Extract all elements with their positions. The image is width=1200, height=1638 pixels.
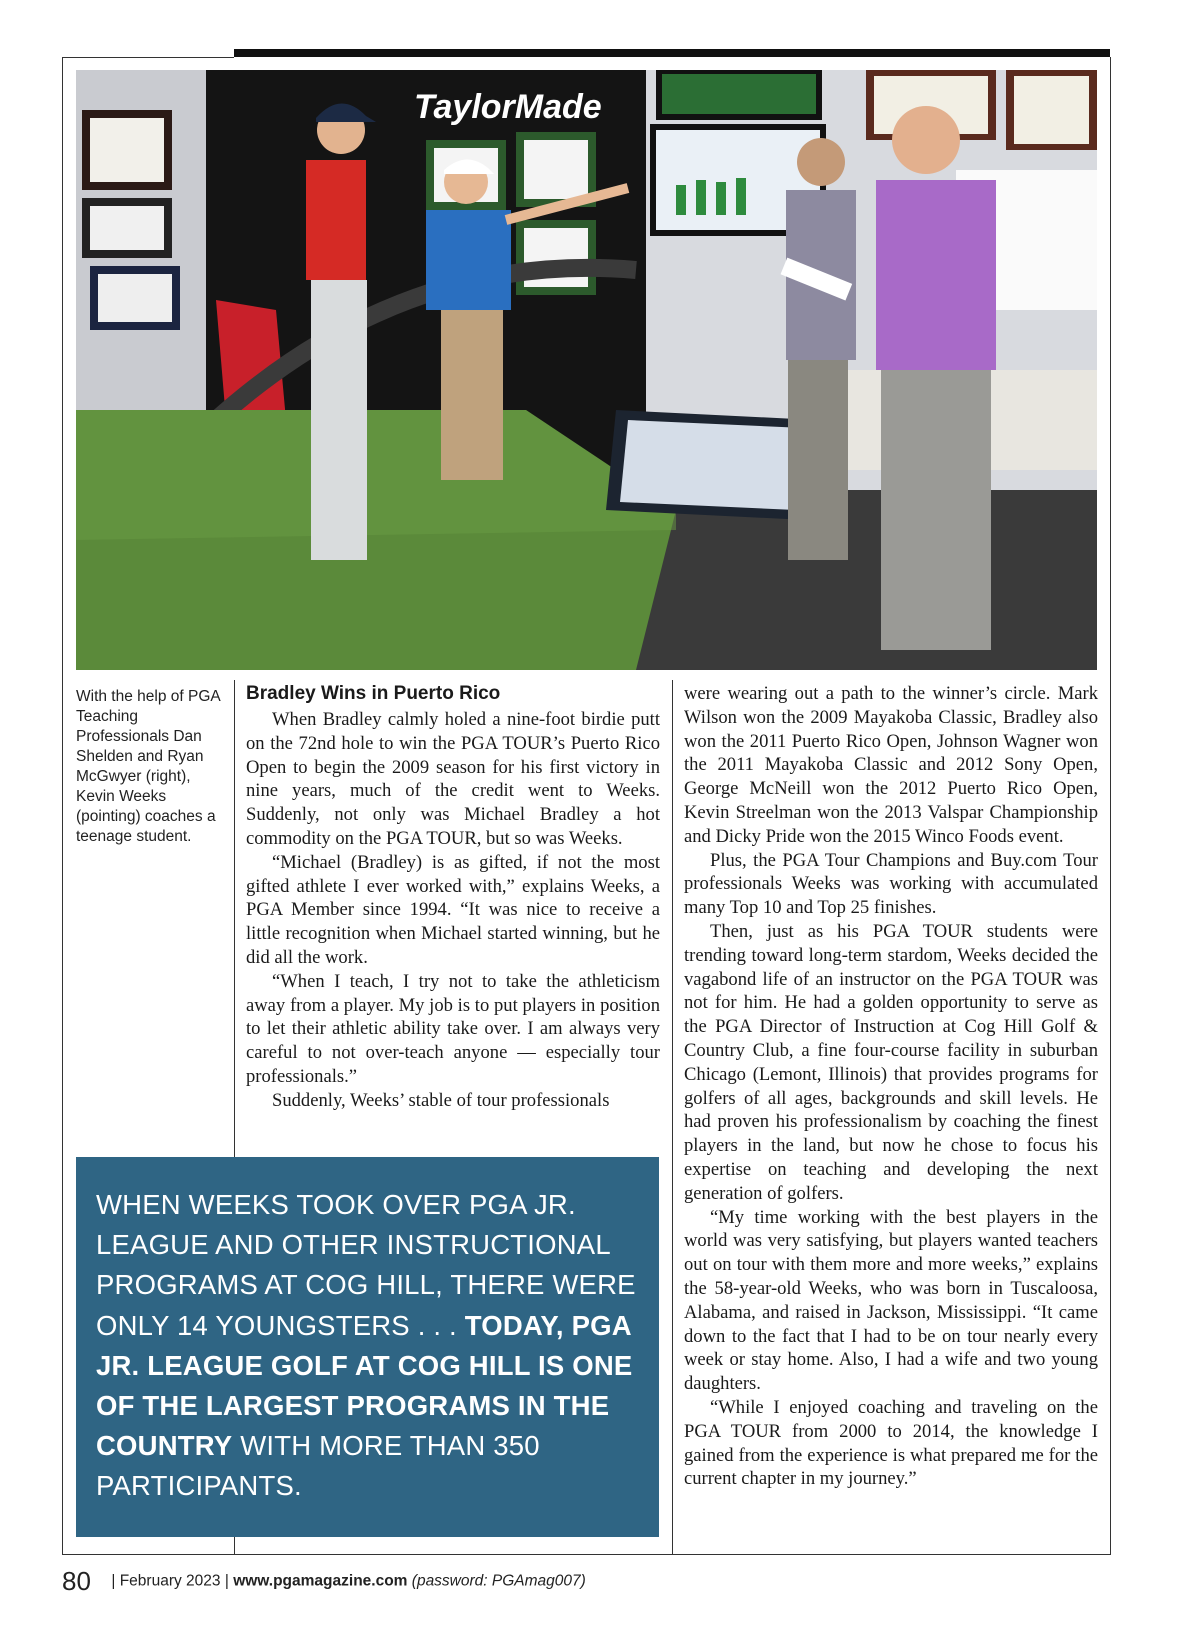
pull-quote-emphasis: TODAY, PGA JR. LEAGUE GOLF AT COG HILL IS ONE OF THE LARGEST PROGRAMS IN THE COUNTRY: [96, 1309, 633, 1462]
article-column-1: [246, 682, 660, 1113]
paragraph: “My time working with the best players in the world was very satisfying, but players wanted teachers out on tour with them more and more weeks,” explains the 58-year-old Weeks, who was born in Tuscaloosa, Alabama, and raised in Jackson, Mississippi. “It came down to the fact that I had to be on tour nearly every week or stay home. Also, I had a wife and two young daughters.: [684, 1206, 1098, 1395]
article-column-2: [684, 682, 1098, 1491]
paragraph: Plus, the PGA Tour Champions and Buy.com Tour professionals Weeks was working with accumulated many Top 10 and Top 25 finishes.: [684, 849, 1098, 919]
top-rule: [234, 49, 1110, 57]
frame-line: [62, 57, 63, 1555]
paragraph: “Michael (Bradley) is as gifted, if not the most gifted athlete I ever worked with,” explains Weeks, a PGA Member since 1994. “It was nice to receive a little recognition when Michael started winning, but he did all the work.: [246, 851, 660, 968]
coaching-photo: [76, 70, 1097, 670]
paragraph: Then, just as his PGA TOUR students were trending toward long-term stardom, Weeks decided the vagabond life of an instructor on the PGA TOUR was not for him. He had a golden opportunity to serve as the PGA Director of Instruction at Cog Hill Golf & Country Club, a fine four-course facility in suburban Chicago (Lemont, Illinois) that provides programs for golfers of all ages, backgrounds and skill levels. He had proven his professionalism by coaching the finest players in the land, but now he chose to focus his expertise on teaching and developing the next generation of golfers.: [684, 920, 1098, 1204]
pull-quote-text: WHEN WEEKS TOOK OVER PGA JR. LEAGUE AND OTHER INSTRUCTIONAL PROGRAMS AT COG HILL, THERE WERE ONLY 14 YOUNGSTERS . . .: [96, 1189, 636, 1341]
page-number: 80: [62, 1566, 91, 1596]
page-footer: [62, 1566, 586, 1597]
photo-caption: With the help of PGA Teaching Professionals Dan Shelden and Ryan McGwyer (right), Kevin Weeks (pointing) coaches a teenage student.: [76, 688, 220, 845]
column-divider: [234, 680, 235, 1158]
footer-separator: |: [111, 1572, 116, 1590]
paragraph: “When I teach, I try not to take the athleticism away from a player. My job is to put players in position to let their athletic ability take over. I am always very careful to not over-teach anyone — especially tour professionals.”: [246, 970, 660, 1087]
frame-line: [1110, 57, 1111, 1555]
frame-line: [62, 57, 234, 58]
paragraph: were wearing out a path to the winner’s circle. Mark Wilson won the 2009 Mayakoba Classic, Bradley also won the 2011 Puerto Rico Open, Johnson Wagner won the 2011 Mayakoba Classic and 2012 Sony Open, George McNeill won the 2012 Puerto Rico Open, Kevin Streelman won the 2013 Valspar Championship and Dicky Pride won the 2015 Winco Foods event.: [684, 683, 1098, 847]
website-link[interactable]: www.pgamagazine.com: [233, 1572, 408, 1590]
paragraph: When Bradley calmly holed a nine-foot birdie putt on the 72nd hole to win the PGA TOUR’s Puerto Rico Open to begin the 2009 season for his first victory in nine years, much of the credit went to Weeks. Suddenly, not only was Michael Bradley a hot commodity on the PGA TOUR, but so was Weeks.: [246, 709, 660, 849]
section-heading: Bradley Wins in Puerto Rico: [246, 683, 501, 704]
paragraph: Suddenly, Weeks’ stable of tour professionals: [272, 1089, 610, 1111]
pull-quote: [76, 1157, 659, 1537]
frame-line: [62, 1554, 1111, 1555]
paragraph: “While I enjoyed coaching and traveling on the PGA TOUR from 2000 to 2014, the knowledge I gained from the experience is what prepared me for the current chapter in my journey.”: [684, 1396, 1098, 1490]
column-divider: [234, 1536, 235, 1554]
taylormade-logo: TaylorMade: [414, 88, 602, 126]
footer-separator: |: [224, 1572, 229, 1590]
issue-date: February 2023: [119, 1572, 221, 1590]
column-divider: [672, 680, 673, 1555]
password-note: (password: PGAmag007): [411, 1572, 586, 1590]
pull-quote-text: WITH MORE THAN 350 PARTICIPANTS.: [96, 1430, 540, 1502]
